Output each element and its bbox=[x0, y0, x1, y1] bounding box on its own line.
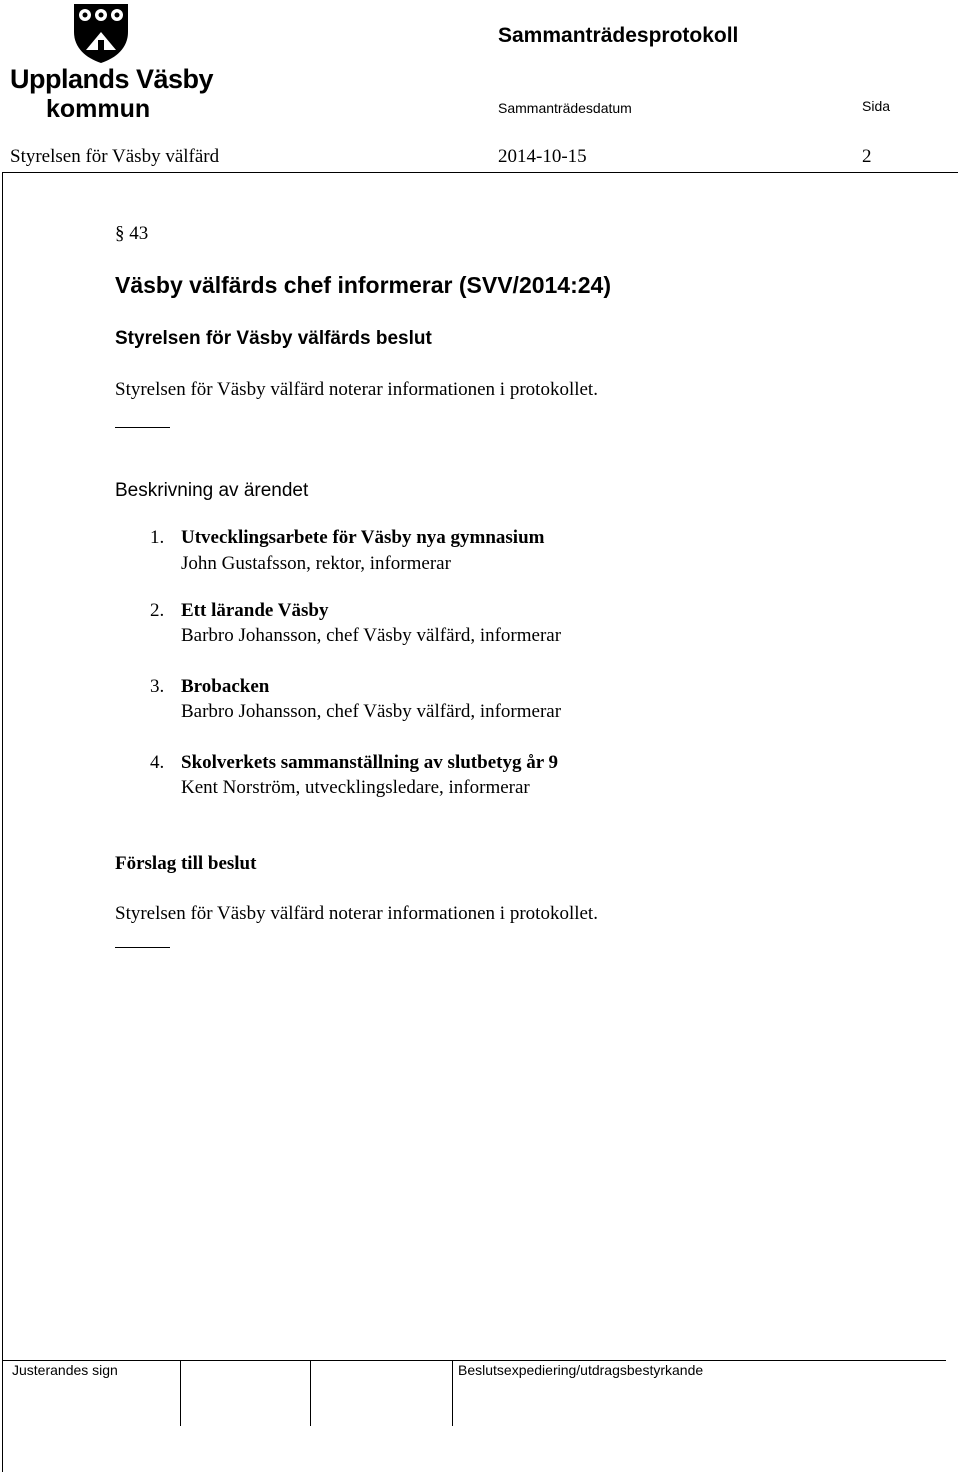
municipality-logo bbox=[8, 2, 214, 123]
list-item-presenter: Barbro Johansson, chef Väsby välfärd, informerar bbox=[181, 701, 562, 722]
description-heading: Beskrivning av ärendet bbox=[115, 480, 309, 501]
dispatch-label: Beslutsexpediering/utdragsbestyrkande bbox=[458, 1362, 704, 1378]
list-item-number: 4. bbox=[150, 752, 165, 773]
list-item-presenter: Barbro Johansson, chef Väsby välfärd, informerar bbox=[181, 625, 562, 646]
list-item-title: Ett lärande Väsby bbox=[181, 600, 329, 621]
section-title: Väsby välfärds chef informerar (SVV/2014:24) bbox=[115, 272, 612, 298]
board-name: Styrelsen för Väsby välfärd bbox=[10, 146, 220, 167]
list-item-number: 3. bbox=[150, 676, 165, 697]
decision-text: Styrelsen för Väsby välfärd noterar informationen i protokollet. bbox=[115, 379, 598, 400]
list-item-presenter: John Gustafsson, rektor, informerar bbox=[181, 553, 451, 574]
signature-box-divider bbox=[180, 1360, 181, 1426]
page-label: Sida bbox=[862, 98, 891, 114]
signature-box-divider bbox=[310, 1360, 311, 1426]
document-type: Sammanträdesprotokoll bbox=[498, 24, 739, 47]
paragraph-number: § 43 bbox=[115, 223, 149, 244]
list-item-number: 1. bbox=[150, 527, 165, 548]
decision-heading: Styrelsen för Väsby välfärds beslut bbox=[115, 328, 432, 349]
list-item-title: Utvecklingsarbete för Väsby nya gymnasium bbox=[181, 527, 545, 548]
list-item-title: Brobacken bbox=[181, 676, 270, 697]
footer-rule bbox=[2, 1360, 946, 1361]
logo-name: Upplands Väsby bbox=[10, 64, 214, 94]
coat-of-arms-icon bbox=[72, 2, 130, 64]
proposal-text: Styrelsen för Väsby välfärd noterar informationen i protokollet. bbox=[115, 903, 598, 924]
separator-line bbox=[115, 427, 170, 428]
meeting-date-label: Sammanträdesdatum bbox=[498, 100, 632, 116]
list-item-presenter: Kent Norström, utvecklingsledare, informerar bbox=[181, 777, 530, 798]
meeting-date: 2014-10-15 bbox=[498, 146, 587, 167]
page-number: 2 bbox=[862, 146, 872, 167]
separator-line bbox=[115, 947, 170, 948]
left-margin-rule bbox=[2, 172, 3, 1472]
list-item-title: Skolverkets sammanställning av slutbetyg år 9 bbox=[181, 752, 559, 773]
list-item-number: 2. bbox=[150, 600, 165, 621]
signature-label: Justerandes sign bbox=[12, 1362, 118, 1378]
header-rule bbox=[2, 172, 958, 173]
proposal-heading: Förslag till beslut bbox=[115, 853, 257, 874]
logo-subtitle: kommun bbox=[46, 95, 151, 123]
signature-box-divider bbox=[452, 1360, 453, 1426]
